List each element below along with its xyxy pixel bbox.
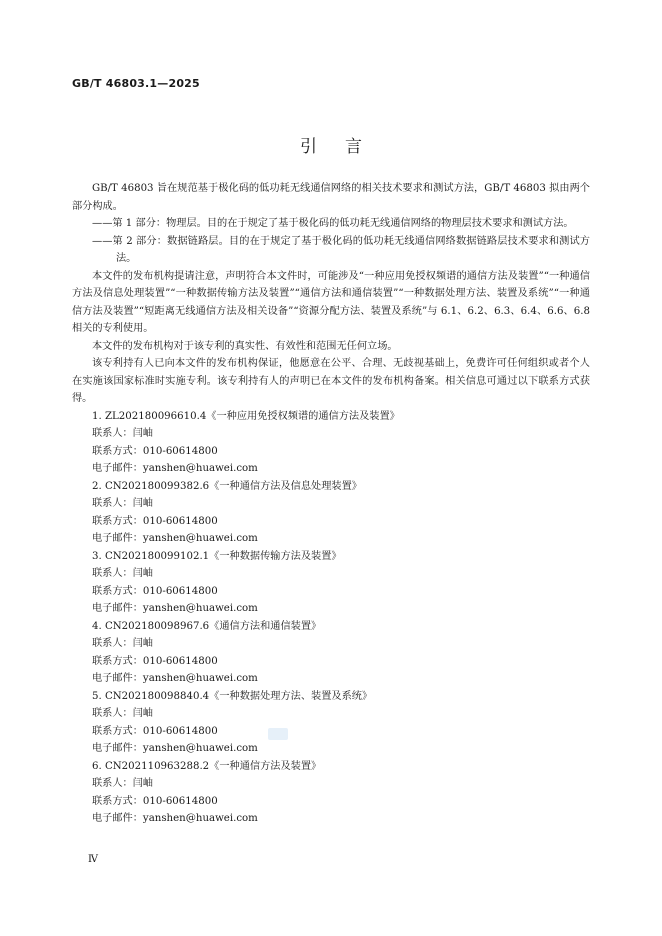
patent-phone: 联系方式：010-60614800 bbox=[92, 655, 218, 667]
part2-item: ——第 2 部分：数据链路层。目的在于规定了基于极化码的低功耗无线通信网络数据链路层技术要求和测试方法。 bbox=[92, 235, 590, 264]
patent-entry bbox=[72, 478, 590, 548]
document-body bbox=[72, 180, 590, 828]
patent-contact: 联系人：闫岫 bbox=[92, 568, 154, 579]
patent-contact: 联系人：闫岫 bbox=[92, 708, 154, 719]
patent-entry bbox=[72, 758, 590, 828]
patent-title: 5. CN202180098840.4《一种数据处理方法、装置及系统》 bbox=[92, 690, 373, 702]
standard-code-header: GB/T 46803.1—2025 bbox=[72, 77, 200, 90]
patent-title: 1. ZL202180096610.4《一种应用免授权频谱的通信方法及装置》 bbox=[92, 410, 400, 422]
patent-entry bbox=[72, 688, 590, 758]
patent-contact: 联系人：闫岫 bbox=[92, 778, 154, 789]
patent-email: 电子邮件：yanshen@huawei.com bbox=[92, 533, 258, 544]
patent-email: 电子邮件：yanshen@huawei.com bbox=[92, 743, 258, 754]
patent-entry bbox=[72, 408, 590, 478]
patent-phone: 联系方式：010-60614800 bbox=[92, 515, 218, 527]
patent-entry bbox=[72, 618, 590, 688]
page-number: Ⅳ bbox=[88, 854, 98, 865]
intro-paragraph: GB/T 46803 旨在规范基于极化码的低功耗无线通信网络的相关技术要求和测试方法，GB/T 46803 拟由两个部分构成。 bbox=[72, 183, 590, 212]
patent-phone: 联系方式：010-60614800 bbox=[92, 585, 218, 597]
patent-email: 电子邮件：yanshen@huawei.com bbox=[92, 673, 258, 684]
patent-phone: 联系方式：010-60614800 bbox=[92, 445, 218, 457]
watermark-mark bbox=[268, 728, 288, 740]
patent-title: 2. CN202180099382.6《一种通信方法及信息处理装置》 bbox=[92, 480, 362, 492]
patent-title: 3. CN202180099102.1《一种数据传输方法及装置》 bbox=[92, 550, 342, 562]
patent-contact: 联系人：闫岫 bbox=[92, 428, 154, 439]
patent-phone: 联系方式：010-60614800 bbox=[92, 725, 218, 737]
guarantee-paragraph: 该专利持有人已向本文件的发布机构保证，他愿意在公平、合理、无歧视基础上，免费许可任何组织或者个人在实施该国家标准时实施专利。该专利持有人的声明已在本文件的发布机构备案。相关信息可通过以下联系方式获得。 bbox=[72, 358, 590, 404]
page-title: 引言 bbox=[300, 137, 390, 157]
patent-notice-paragraph: 本文件的发布机构提请注意，声明符合本文件时，可能涉及“一种应用免授权频谱的通信方法及装置”“一种通信方法及信息处理装置”“一种数据传输方法及装置”“通信方法和通信装置”“一种数据处理方法、装置及系统”“一种通信方法及装置”“短距离无线通信方法及相关设备”“资源分配方法、装置及系统”与 6.1、6.2、6.3、6.4、6.6、6.8 相关的专利使用。 bbox=[72, 270, 590, 334]
patent-title: 6. CN202110963288.2《一种通信方法及装置》 bbox=[92, 760, 322, 772]
patent-contact: 联系人：闫岫 bbox=[92, 498, 154, 509]
patent-entry bbox=[72, 548, 590, 618]
patent-phone: 联系方式：010-60614800 bbox=[92, 795, 218, 807]
patent-email: 电子邮件：yanshen@huawei.com bbox=[92, 603, 258, 614]
patent-title: 4. CN202180098967.6《通信方法和通信装置》 bbox=[92, 620, 322, 632]
patent-email: 电子邮件：yanshen@huawei.com bbox=[92, 813, 258, 824]
patent-email: 电子邮件：yanshen@huawei.com bbox=[92, 463, 258, 474]
position-paragraph: 本文件的发布机构对于该专利的真实性、有效性和范围无任何立场。 bbox=[92, 340, 398, 352]
patent-contact: 联系人：闫岫 bbox=[92, 638, 154, 649]
part1-item: ——第 1 部分：物理层。目的在于规定了基于极化码的低功耗无线通信网络的物理层技术要求和测试方法。 bbox=[92, 218, 574, 229]
